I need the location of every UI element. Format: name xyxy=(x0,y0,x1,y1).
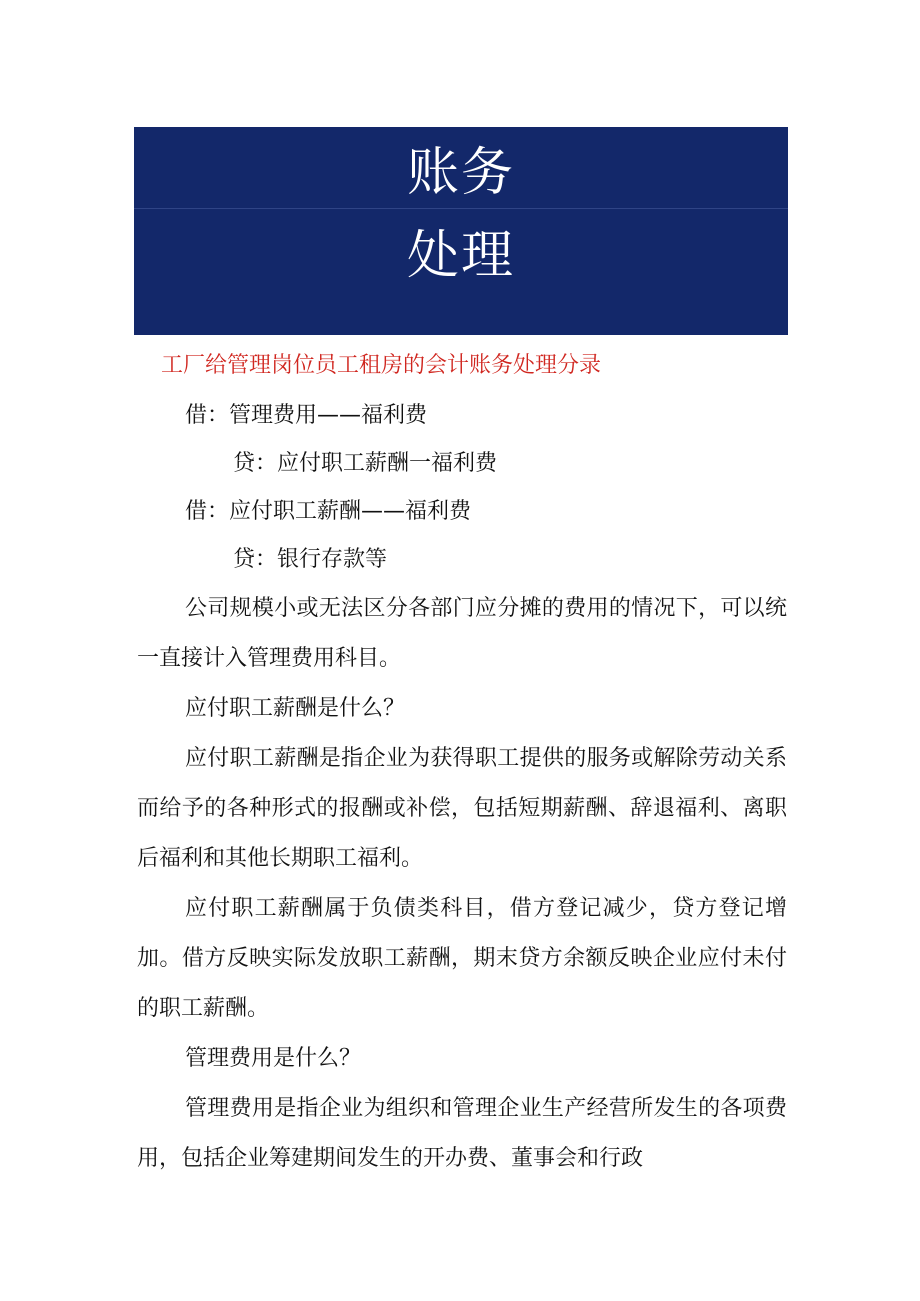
journal-entry-credit-1: 贷：应付职工薪酬一福利费 xyxy=(233,451,498,476)
paragraph-payroll-account-nature: 应付职工薪酬属于负债类科目，借方登记减少，贷方登记增加。借方反映实际发放职工薪酬，期末贷方余额反映企业应付未付的职工薪酬。 xyxy=(137,896,787,1021)
paragraph-admin-expense-definition: 管理费用是指企业为组织和管理企业生产经营所发生的各项费用，包括企业筹建期间发生的开办费、董事会和行政 xyxy=(137,1096,787,1171)
paragraph-question-admin-expense: 管理费用是什么？ xyxy=(185,1046,362,1071)
section-heading: 工厂给管理岗位员工租房的会计账务处理分录 xyxy=(161,353,602,378)
paragraph-payroll-definition: 应付职工薪酬是指企业为获得职工提供的服务或解除劳动关系而给予的各种形式的报酬或补偿，包括短期薪酬、辞退福利、离职后福利和其他长期职工福利。 xyxy=(137,746,787,871)
document-body xyxy=(137,344,787,1184)
banner-divider xyxy=(134,208,788,209)
paragraph-question-payroll: 应付职工薪酬是什么？ xyxy=(185,696,406,721)
journal-entry-debit-1: 借：管理费用——福利费 xyxy=(185,403,428,428)
paragraph-small-company-note: 公司规模小或无法区分各部门应分摊的费用的情况下，可以统一直接计入管理费用科目。 xyxy=(137,596,787,671)
title-banner xyxy=(134,127,788,335)
journal-entry-credit-2: 贷：银行存款等 xyxy=(233,547,388,572)
banner-title-line-2: 处理 xyxy=(406,226,515,286)
banner-title-line-1: 账务 xyxy=(406,143,515,203)
journal-entry-debit-2: 借：应付职工薪酬——福利费 xyxy=(185,499,472,524)
